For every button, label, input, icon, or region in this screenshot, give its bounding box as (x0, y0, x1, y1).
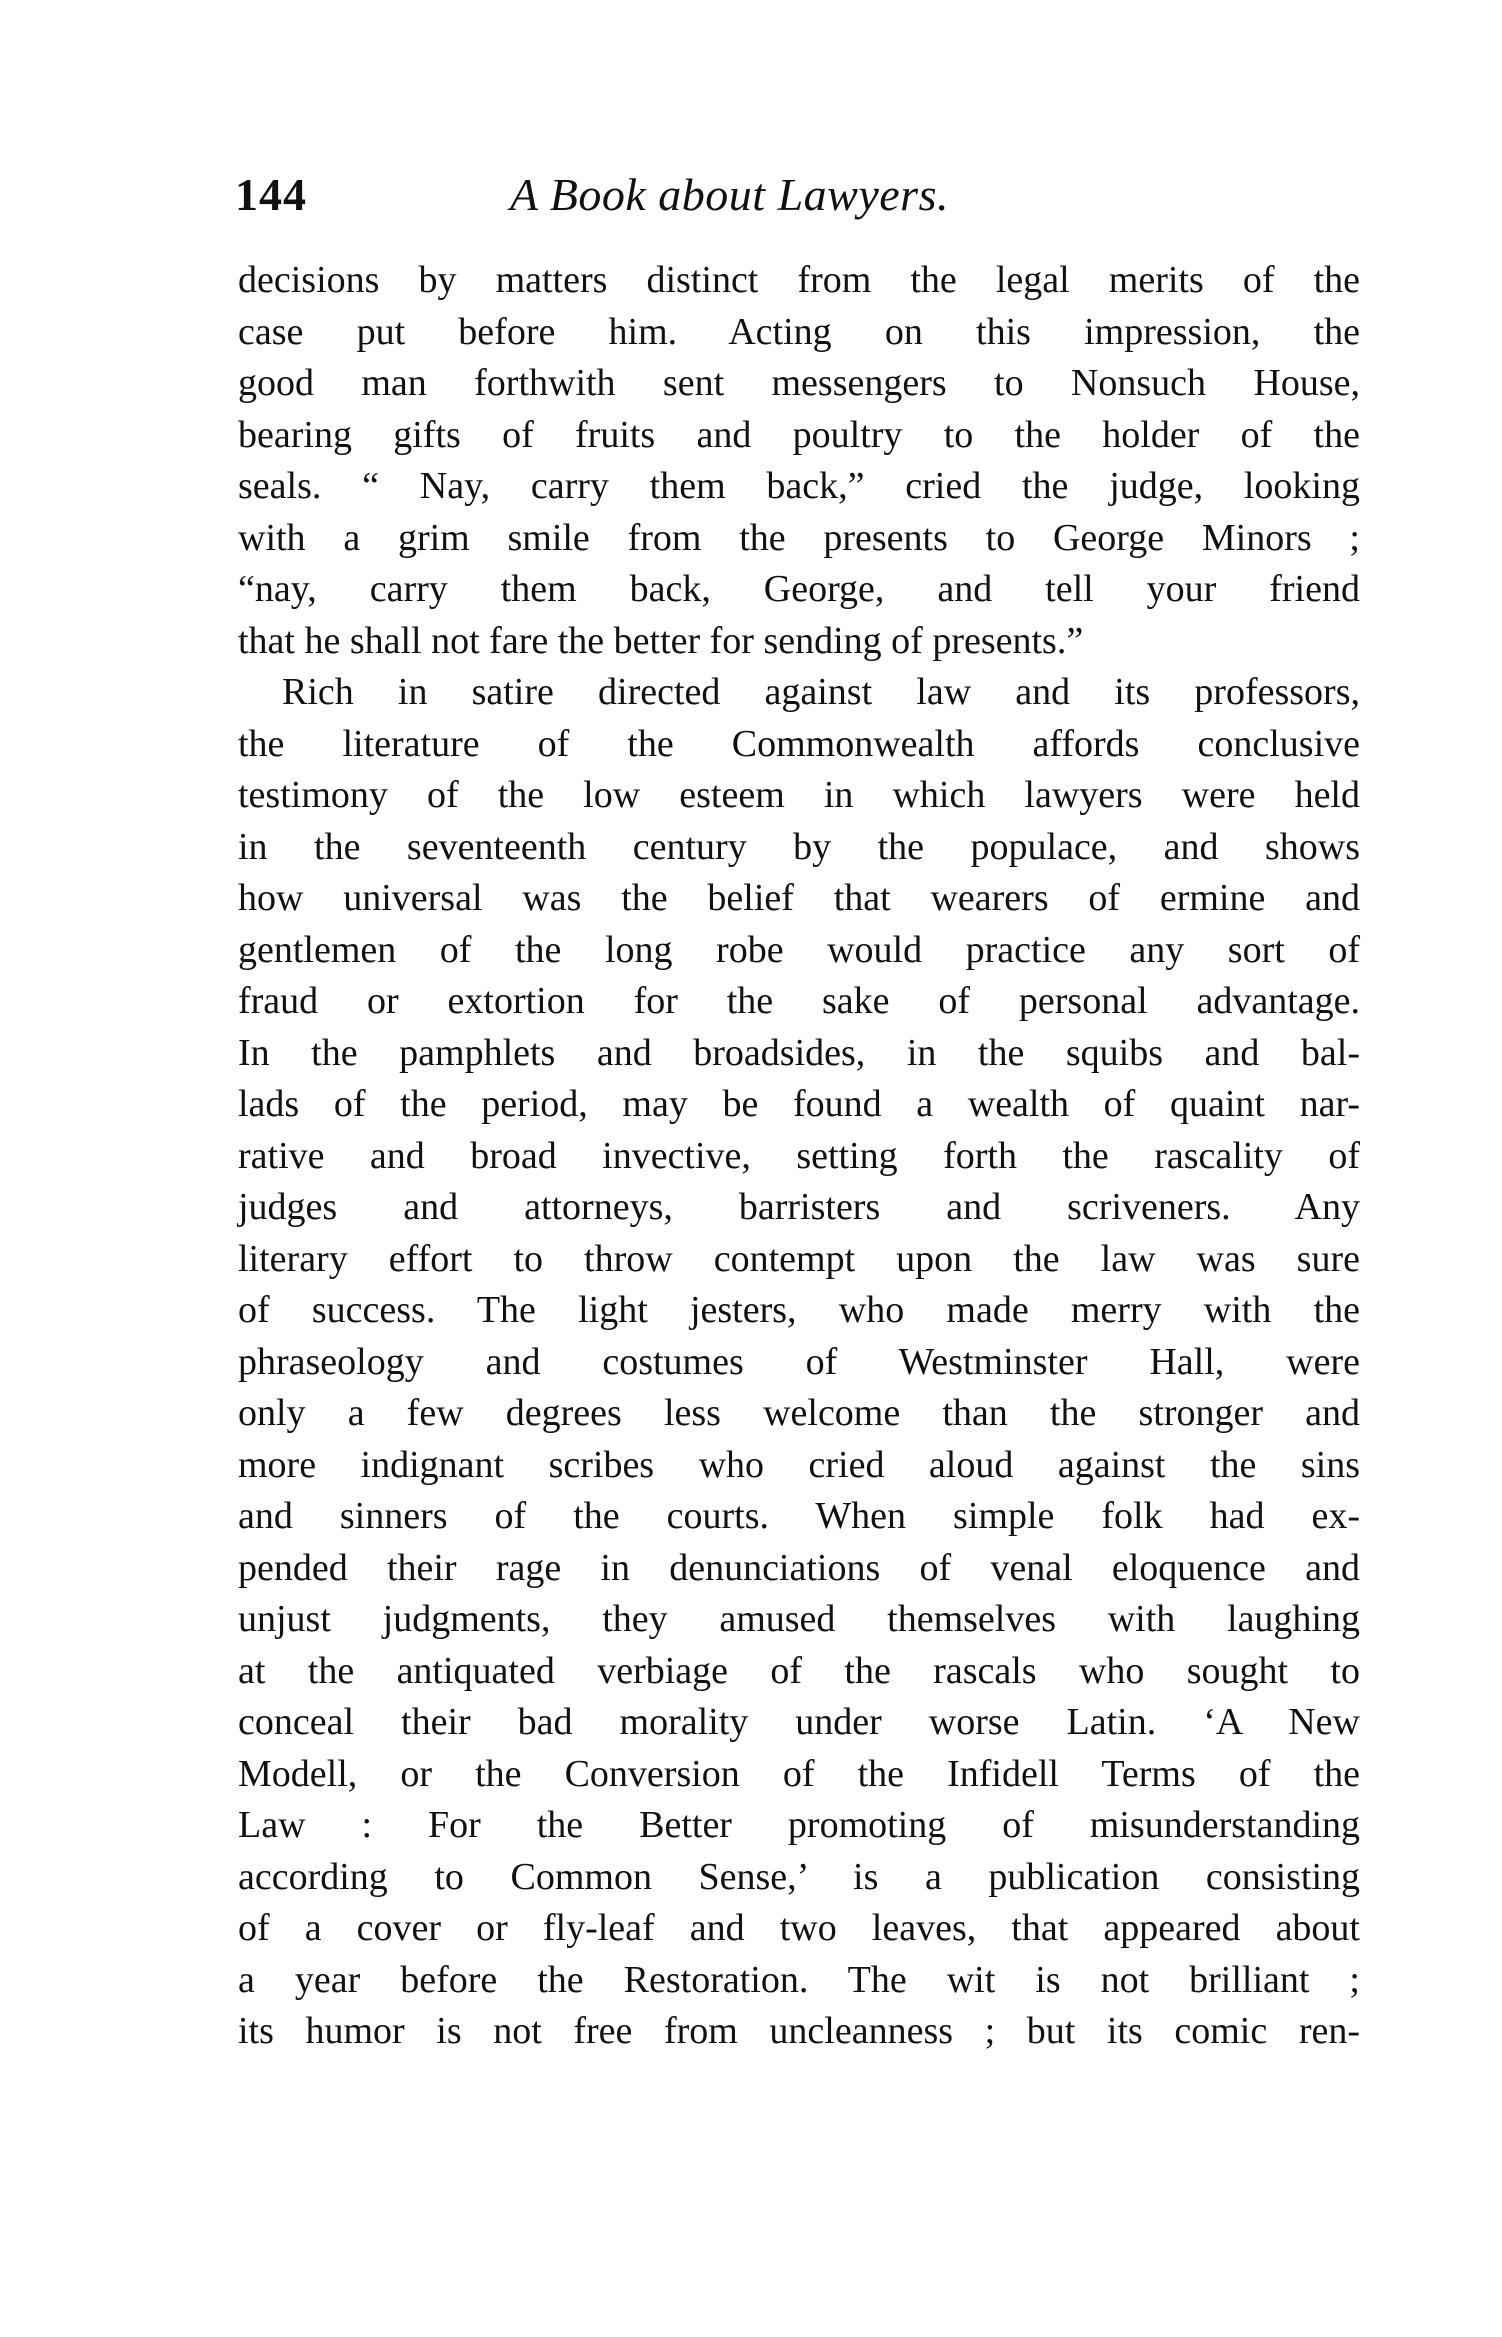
text-line: bearing gifts of fruits and poultry to the holder of the (238, 413, 1360, 456)
text-line: a year before the Restoration. The wit is not brilliant ; (238, 1958, 1360, 2001)
page-number: 144 (235, 169, 307, 220)
page-header (235, 165, 1360, 235)
text-line: at the antiquated verbiage of the rascals who sought to (238, 1649, 1360, 1692)
text-line: according to Common Sense,’ is a publication consisting (238, 1855, 1360, 1898)
text-line: more indignant scribes who cried aloud against the sins (238, 1443, 1360, 1486)
text-line: phraseology and costumes of Westminster Hall, were (238, 1340, 1360, 1383)
running-title: A Book about Lawyers. (510, 169, 949, 220)
text-line: gentlemen of the long robe would practice any sort of (238, 928, 1360, 971)
text-line: “nay, carry them back, George, and tell your friend (238, 568, 1360, 610)
text-line: seals. “ Nay, carry them back,” cried the judge, looking (238, 465, 1360, 507)
text-line: decisions by matters distinct from the legal merits of the (238, 259, 1360, 301)
text-line: case put before him. Acting on this impression, the (238, 310, 1360, 353)
text-line: the literature of the Commonwealth affords conclusive (238, 722, 1360, 765)
text-line: fraud or extortion for the sake of personal advantage. (238, 980, 1360, 1022)
text-line: and sinners of the courts. When simple folk had ex- (238, 1495, 1360, 1537)
paragraph-start-line: Rich in satire directed against law and its professors, (282, 671, 1360, 713)
body-text (238, 255, 1360, 2058)
text-line: Modell, or the Conversion of the Infidell Terms of the (238, 1752, 1360, 1795)
text-line: only a few degrees less welcome than the stronger and (238, 1392, 1360, 1434)
text-line: that he shall not fare the better for sending of presents.” (238, 619, 1084, 662)
text-line: rative and broad invective, setting forth the rascality of (238, 1134, 1360, 1177)
text-line: in the seventeenth century by the populace, and shows (238, 825, 1360, 868)
text-line: lads of the period, may be found a wealth of quaint nar- (238, 1083, 1360, 1125)
text-line: of success. The light jesters, who made merry with the (238, 1289, 1360, 1331)
text-line: judges and attorneys, barristers and scriveners. Any (238, 1186, 1360, 1228)
text-line: In the pamphlets and broadsides, in the squibs and bal- (238, 1031, 1360, 1074)
text-line: testimony of the low esteem in which lawyers were held (238, 774, 1360, 816)
text-line: good man forthwith sent messengers to Nonsuch House, (238, 362, 1360, 404)
text-line: Law : For the Better promoting of misunderstanding (238, 1804, 1360, 1846)
text-line: of a cover or fly-leaf and two leaves, that appeared about (238, 1907, 1360, 1949)
text-line: unjust judgments, they amused themselves with laughing (238, 1598, 1360, 1640)
text-line: its humor is not free from uncleanness ; but its comic ren- (238, 2010, 1360, 2052)
text-line: how universal was the belief that wearers of ermine and (238, 877, 1360, 919)
text-line: literary effort to throw contempt upon the law was sure (238, 1237, 1360, 1280)
text-line: pended their rage in denunciations of venal eloquence and (238, 1546, 1360, 1589)
text-line: with a grim smile from the presents to George Minors ; (238, 516, 1360, 559)
text-line: conceal their bad morality under worse Latin. ‘A New (238, 1701, 1360, 1743)
